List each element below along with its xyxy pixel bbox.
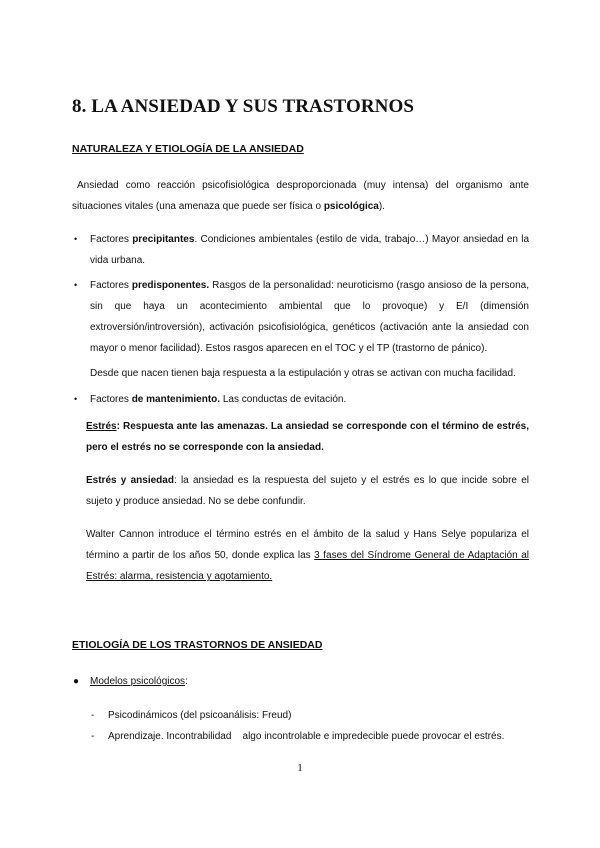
- model-item: Aprendizaje. Incontrabilidad algo incontrolable e impredecible puede provocar el estrés.: [108, 731, 505, 742]
- factor-lead: Factores: [90, 234, 133, 245]
- section-heading-etiologia: ETIOLOGÍA DE LOS TRASTORNOS DE ANSIEDAD: [72, 639, 323, 651]
- factor-lead: Factores: [90, 394, 132, 405]
- intro-end: ).: [378, 201, 385, 212]
- factor-bold: precipitantes: [132, 234, 195, 245]
- bullet-icon: •: [74, 394, 78, 404]
- estres-ansiedad-text: : la ansiedad es la respuesta del sujeto y el estrés es lo que incide sobre el sujeto y produce ansiedad. No se debe confundir.: [86, 475, 529, 507]
- factor-precipitantes: [90, 229, 529, 271]
- cannon-underlined: 3 fases del Síndrome General de Adaptación al Estrés: alarma, resistencia y agotamiento.: [86, 550, 529, 582]
- intro-paragraph: [72, 175, 529, 217]
- estres-term: Estrés: [86, 421, 117, 432]
- factor-text: Rasgos de la personalidad: neuroticismo (rasgo ansioso de la persona, sin que haya un acontecimiento ambiental que lo provoque) y E/I (dimensión extroversión/introversión), activación psicofisiológica, genéticos (activación ante la ansiedad con mayor o menor facilidad). Estos rasgos aparecen en el TOC y el TP (trastorno de pánico).: [90, 280, 529, 354]
- factor-mantenimiento: [90, 389, 529, 410]
- models-label: Modelos psicológicos: [90, 676, 186, 687]
- intro-text: Ansiedad como reacción psicofisiológica desproporcionada (muy intensa) del organismo ante situaciones vitales (una amenaza que puede ser física o: [72, 180, 529, 212]
- page-title: 8. LA ANSIEDAD Y SUS TRASTORNOS: [72, 96, 415, 117]
- factor-note: Desde que nacen tienen baja respuesta a la estipulación y otras se activan con mucha facilidad.: [90, 368, 516, 379]
- intro-bold: psicológica: [323, 201, 379, 212]
- factor-text: Las conductas de evitación.: [220, 394, 347, 405]
- models-colon: :: [185, 676, 188, 687]
- factor-bold: predisponentes.: [131, 280, 210, 291]
- estres-ansiedad-paragraph: [86, 470, 529, 512]
- models-line: [90, 671, 188, 692]
- model-item: Psicodinámicos (del psicoanálisis: Freud): [108, 710, 292, 721]
- cannon-paragraph: [86, 524, 529, 587]
- cannon-text: Walter Cannon introduce el término estrés en el ámbito de la salud y Hans Selye populariza el término a partir de los años 50, donde explica las: [86, 529, 529, 561]
- section-heading-naturaleza: NATURALEZA Y ETIOLOGÍA DE LA ANSIEDAD: [72, 143, 304, 155]
- dash-icon: -: [91, 731, 95, 742]
- bullet-icon: •: [74, 234, 78, 244]
- estres-ansiedad-term: Estrés y ansiedad: [86, 475, 174, 486]
- factor-text: . Condiciones ambientales (estilo de vida, trabajo…) Mayor ansiedad en la vida urbana.: [90, 234, 530, 266]
- factor-predisponentes: [90, 275, 529, 359]
- estres-text: : Respuesta ante las amenazas. La ansiedad se corresponde con el término de estrés, pero el estrés no se corresponde con la ansiedad.: [86, 421, 529, 453]
- factor-bold: de mantenimiento.: [131, 394, 221, 405]
- estres-paragraph: [86, 416, 529, 458]
- factor-lead: Factores: [90, 280, 132, 291]
- round-bullet-icon: ●: [73, 676, 80, 687]
- bullet-icon: •: [74, 280, 78, 290]
- dash-icon: -: [91, 710, 95, 721]
- page-number: 1: [297, 762, 303, 774]
